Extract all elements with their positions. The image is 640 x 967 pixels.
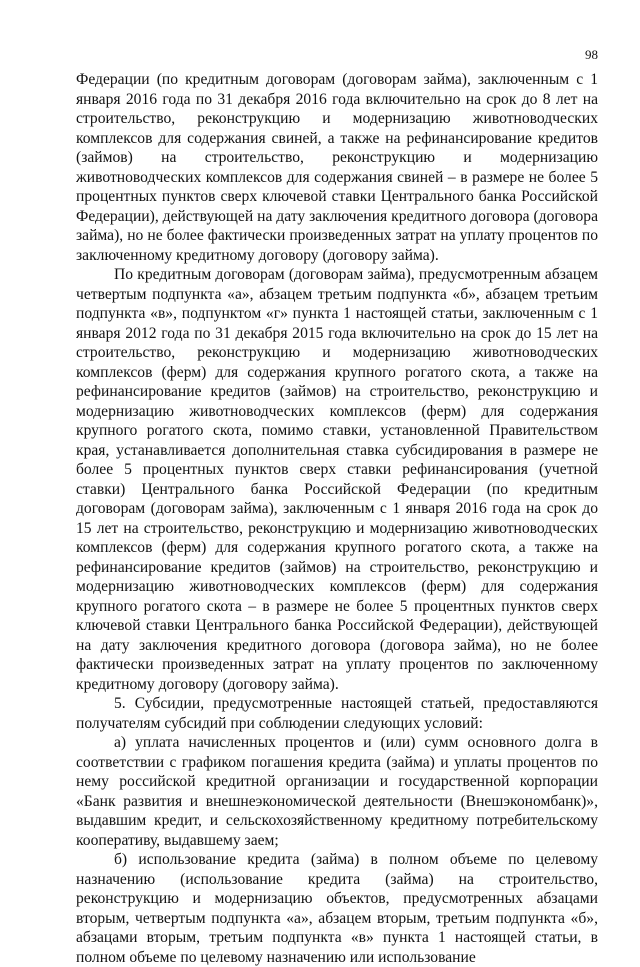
paragraph-continuation: Федерации (по кредитным договорам (договорам займа), заключенным с 1 января 2016 года по 31 декабря 2016 года включительно на срок до 8 лет на строительство, реконструкцию и модернизацию животноводческих комплексов для содержания свиней, а также на рефинансирование кредитов (займов) на строительство, реконструкцию и модернизацию животноводческих комплексов для содержания свиней – в размере не более 5 процентных пунктов сверх ключевой ставки Центрального банка Российской Федерации), действующей на дату заключения кредитного договора (договора займа), но не более фактически произведенных затрат на уплату процентов по заключенному кредитному договору (договору займа). <box>76 71 598 264</box>
paragraph-item-5: 5. Субсидии, предусмотренные настоящей статьей, предоставляются получателям субсидий при соблюдении следующих условий: <box>76 695 598 732</box>
page-number: 98 <box>585 47 598 62</box>
paragraph-additional-rate: По кредитным договорам (договорам займа), предусмотренным абзацем четвертым подпункта «а», абзацем третьим подпункта «б», абзацем третьим подпункта «в», подпунктом «г» пункта 1 настоящей статьи, заключенным с 1 января 2012 года по 31 декабря 2015 года включительно на срок до 15 лет на строительство, реконструкцию и модернизацию животноводческих комплексов (ферм) для содержания крупного рогатого скота, а также на рефинансирование кредитов (займов) на строительство, реконструкцию и модернизацию животноводческих комплексов (ферм) для содержания крупного рогатого скота, помимо ставки, установленной Правительством края, устанавливается дополнительная ставка субсидирования в размере не более 5 процентных пунктов сверх ставки рефинансирования (учетной ставки) Центрального банка Российской Федерации (по кредитным договорам (договорам займа), заключенным с 1 января 2016 года на срок до 15 лет на строительство, реконструкцию и модернизацию животноводческих комплексов (ферм) для содержания крупного рогатого скота, а также на рефинансирование кредитов (займов) на строительство, реконструкцию и модернизацию животноводческих комплексов (ферм) для содержания крупного рогатого скота – в размере не более 5 процентных пунктов сверх ключевой ставки Центрального банка Российской Федерации), действующей на дату заключения кредитного договора (договора займа), но не более фактически произведенных затрат на уплату процентов по заключенному кредитному договору (договору займа). <box>76 266 598 693</box>
document-body <box>76 70 598 967</box>
paragraph-condition-a: а) уплата начисленных процентов и (или) сумм основного долга в соответствии с графиком погашения кредита (займа) и уплаты процентов по нему российской кредитной организации и государственной корпорации «Банк развития и внешнеэкономической деятельности (Внешэкономбанк)», выдавшим кредит, и сельскохозяйственному кредитному потребительскому кооперативу, выдавшему заем; <box>76 734 598 849</box>
paragraph-condition-b: б) использование кредита (займа) в полном объеме по целевому назначению (использование кредита (займа) на строительство, реконструкцию и модернизацию объектов, предусмотренных абзацами вторым, четвертым подпункта «а», абзацем вторым, третьим подпункта «б», абзацами вторым, третьим подпункта «в» пункта 1 настоящей статьи, в полном объеме по целевому назначению или использование <box>76 851 598 966</box>
